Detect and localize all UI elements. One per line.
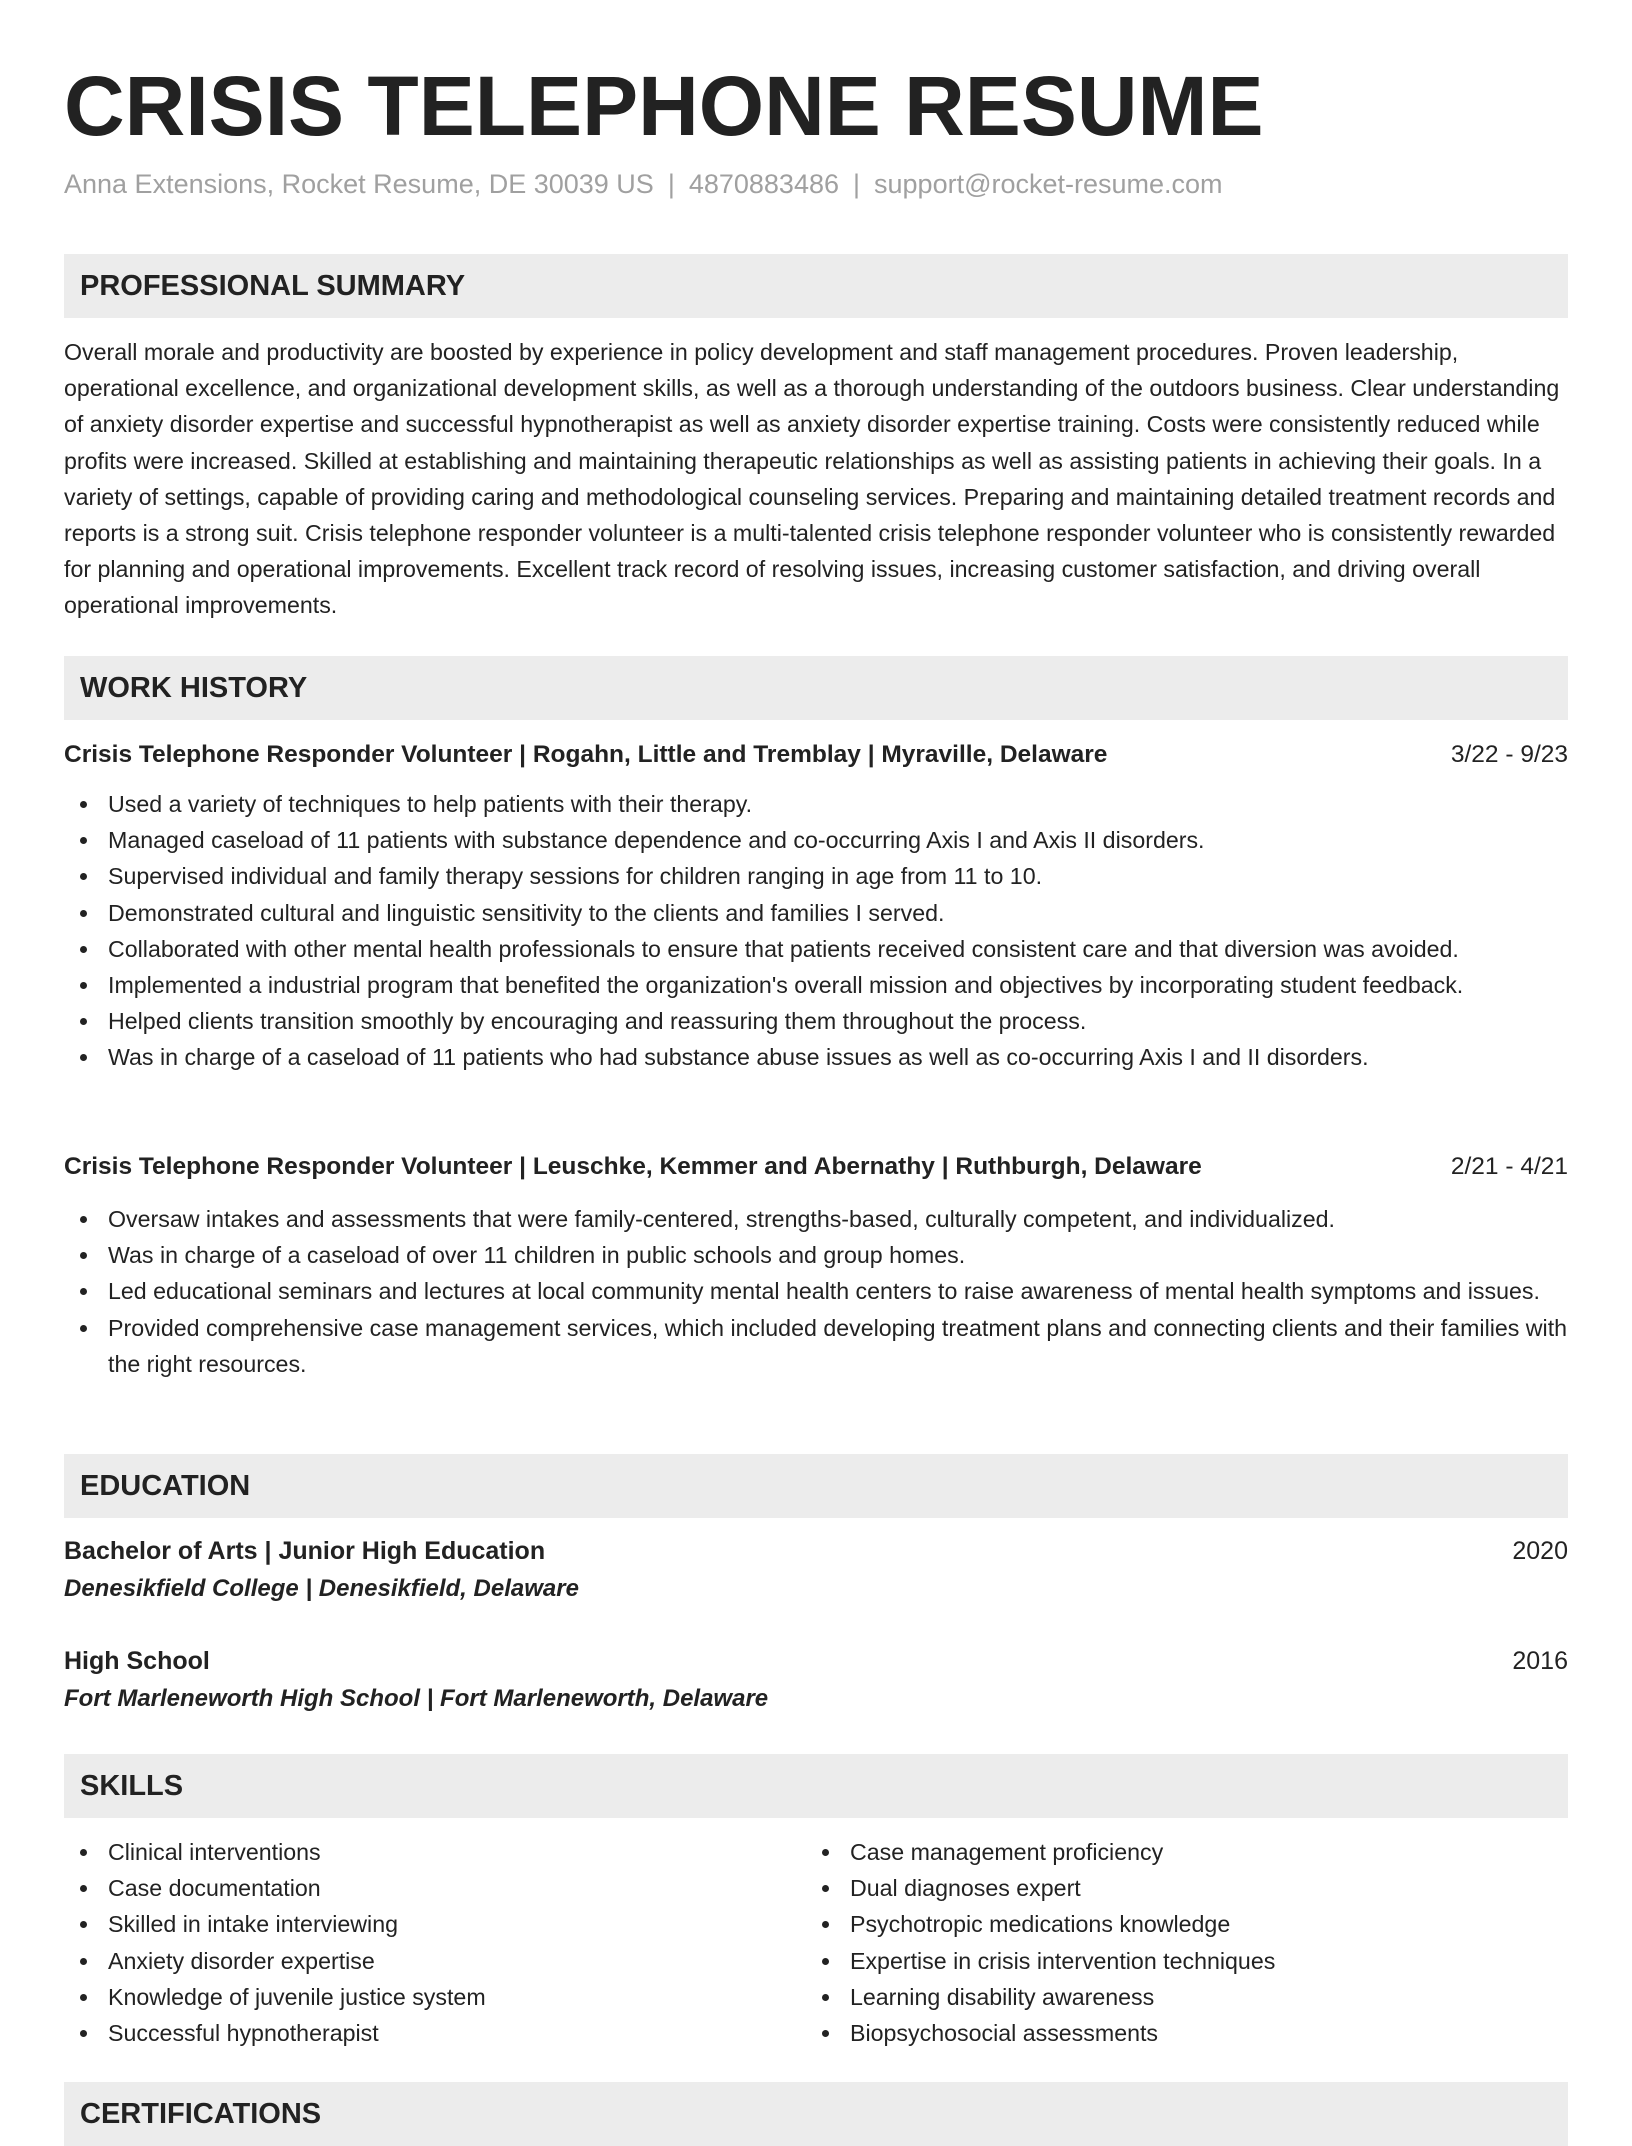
section-title: EDUCATION (80, 1470, 251, 1502)
list-item: Psychotropic medications knowledge (806, 1906, 1546, 1942)
list-item: Expertise in crisis intervention techniques (806, 1943, 1546, 1979)
section-header-summary (64, 254, 1568, 318)
job-title: Crisis Telephone Responder Volunteer | Leuschke, Kemmer and Abernathy | Ruthburgh, Delaware (64, 1153, 1202, 1180)
list-item: Case documentation (64, 1870, 804, 1906)
list-item: Learning disability awareness (806, 1979, 1546, 2015)
list-item: Anxiety disorder expertise (64, 1943, 804, 1979)
education-degree: High School (64, 1647, 210, 1675)
list-item: Case management proficiency (806, 1834, 1546, 1870)
contact-separator: | (853, 169, 861, 199)
job-dates: 2/21 - 4/21 (1450, 1153, 1568, 1180)
skills-column-right (806, 1834, 1546, 2051)
list-item: Oversaw intakes and assessments that were family-centered, strengths-based, culturally competent, and individualized. (64, 1201, 1568, 1237)
list-item: Dual diagnoses expert (806, 1870, 1546, 1906)
education-entry (64, 1642, 1568, 1718)
education-year: 2016 (1512, 1647, 1568, 1675)
job-heading (64, 735, 1568, 775)
job-entry (64, 1147, 1568, 1382)
job-heading (64, 1147, 1568, 1187)
list-item: Supervised individual and family therapy sessions for children ranging in age from 11 to 10. (64, 858, 1568, 894)
summary-text: Overall morale and productivity are boosted by experience in policy development and staff management procedures. Proven leadership, operational excellence, and organizational development skills, as well as a thorough understanding of the outdoors business. Clear understanding of anxiety disorder expertise and successful hypnotherapist as well as anxiety disorder expertise training. Costs were consistently reduced while profits were increased. Skilled at establishing and maintaining therapeutic relationships as well as assisting patients in achieving their goals. In a variety of settings, capable of providing caring and methodological counseling services. Preparing and maintaining detailed treatment records and reports is a strong suit. Crisis telephone responder volunteer is a multi-talented crisis telephone responder volunteer who is consistently rewarded for planning and operational improvements. Excellent track record of resolving issues, increasing customer satisfaction, and driving overall operational improvements. (64, 339, 1560, 619)
job-dates: 3/22 - 9/23 (1450, 741, 1568, 768)
list-item: Demonstrated cultural and linguistic sensitivity to the clients and families I served. (64, 895, 1568, 931)
section-title: PROFESSIONAL SUMMARY (80, 270, 466, 302)
list-item: Knowledge of juvenile justice system (64, 1979, 804, 2015)
job-title: Crisis Telephone Responder Volunteer | Rogahn, Little and Tremblay | Myraville, Delaware (64, 741, 1108, 768)
list-item: Clinical interventions (64, 1834, 804, 1870)
section-title: CERTIFICATIONS (80, 2098, 322, 2130)
contact-separator: | (667, 169, 675, 199)
education-entry (64, 1532, 1568, 1608)
list-item: Successful hypnotherapist (64, 2015, 804, 2051)
list-item: Provided comprehensive case management services, which included developing treatment plans and connecting clients and their families with the right resources. (64, 1310, 1568, 1382)
list-item: Managed caseload of 11 patients with substance dependence and co-occurring Axis I and Axis II disorders. (64, 822, 1568, 858)
job-bullets (64, 1201, 1568, 1382)
section-header-certifications (64, 2082, 1568, 2146)
contact-address: Anna Extensions, Rocket Resume, DE 30039 US (64, 169, 654, 199)
section-title: WORK HISTORY (80, 672, 308, 704)
section-header-education (64, 1454, 1568, 1518)
contact-phone: 4870883486 (688, 169, 839, 199)
list-item: Used a variety of techniques to help patients with their therapy. (64, 786, 1568, 822)
section-title: SKILLS (80, 1770, 184, 1802)
list-item: Biopsychosocial assessments (806, 2015, 1546, 2051)
list-item: Led educational seminars and lectures at local community mental health centers to raise awareness of mental health symptoms and issues. (64, 1273, 1568, 1309)
education-heading (64, 1532, 1568, 1570)
list-item: Implemented a industrial program that benefited the organization's overall mission and objectives by incorporating student feedback. (64, 967, 1568, 1003)
contact-line (64, 164, 1223, 204)
list-item: Helped clients transition smoothly by encouraging and reassuring them throughout the process. (64, 1003, 1568, 1039)
education-school: Fort Marleneworth High School | Fort Marleneworth, Delaware (64, 1685, 769, 1712)
skills-column-left (64, 1834, 804, 2051)
list-item: Skilled in intake interviewing (64, 1906, 804, 1942)
list-item: Was in charge of a caseload of 11 patients who had substance abuse issues as well as co-occurring Axis I and II disorders. (64, 1039, 1568, 1075)
section-header-work-history (64, 656, 1568, 720)
contact-email: support@rocket-resume.com (874, 169, 1223, 199)
section-header-skills (64, 1754, 1568, 1818)
resume-title: CRISIS TELEPHONE RESUME (64, 59, 1264, 153)
education-school: Denesikfield College | Denesikfield, Delaware (64, 1575, 579, 1602)
job-bullets (64, 786, 1568, 1076)
list-item: Collaborated with other mental health professionals to ensure that patients received consistent care and that diversion was avoided. (64, 931, 1568, 967)
job-entry (64, 735, 1568, 1076)
education-heading (64, 1642, 1568, 1680)
education-year: 2020 (1512, 1537, 1568, 1565)
education-degree: Bachelor of Arts | Junior High Education (64, 1537, 546, 1565)
list-item: Was in charge of a caseload of over 11 children in public schools and group homes. (64, 1237, 1568, 1273)
